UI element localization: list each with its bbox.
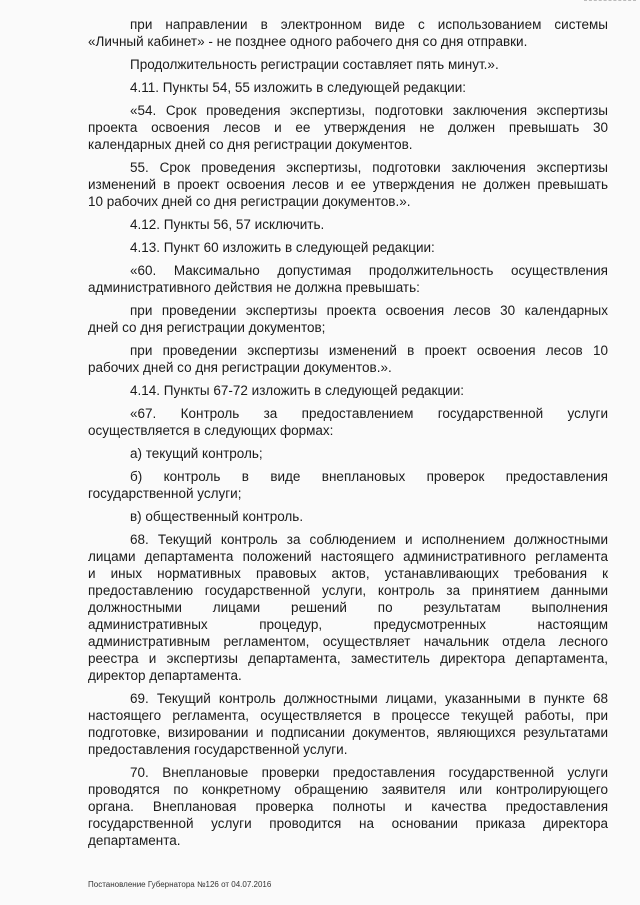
paragraph-p17 — [88, 690, 608, 758]
paragraph-p6 — [88, 216, 608, 233]
text-line: 68. Текущий контроль за соблюдением и исполнением должностными — [130, 532, 608, 547]
text-line: 55. Срок проведения экспертизы, подготовки заключения экспертизы — [130, 160, 608, 175]
text-line: департамента. — [88, 833, 181, 848]
text-line: «Личный кабинет» - не позднее одного рабочего дня со дня отправки. — [88, 34, 528, 49]
text-line: при проведении экспертизы изменений в проект освоения лесов 10 — [130, 343, 608, 358]
text-line: административных процедур, предусмотренных настоящим — [88, 617, 608, 632]
text-line: проекта освоения лесов и ее утверждения не должен превышать 30 — [88, 120, 608, 135]
text-line: государственной услуги; — [88, 486, 242, 501]
text-line: «54. Срок проведения экспертизы, подготовки заключения экспертизы — [130, 103, 608, 118]
text-line: изменений в проект освоения лесов и ее утверждения не должен превышать — [88, 177, 608, 192]
paragraph-p7 — [88, 239, 608, 256]
text-line: и иных нормативных правовых актов, устанавливающих требования к — [88, 566, 608, 581]
text-line: проводятся по конкретному обращению заявителя или контролирующего — [88, 782, 608, 797]
paragraph-p15 — [88, 508, 608, 525]
text-line: при направлении в электронном виде с использованием системы — [130, 17, 608, 32]
text-line: 4.14. Пункты 67-72 изложить в следующей редакции: — [130, 383, 465, 398]
text-line: 69. Текущий контроль должностными лицами, указанными в пункте 68 — [130, 691, 608, 706]
text-line: административным регламентом, осуществляет начальник отдела лесного — [88, 634, 608, 649]
paragraph-p4 — [88, 102, 608, 153]
text-line: «60. Максимально допустимая продолжительность осуществления — [130, 263, 608, 278]
text-line: «67. Контроль за предоставлением государственной услуги — [130, 406, 608, 421]
text-line: административного действия не должна превышать: — [88, 280, 420, 295]
text-line: осуществляется в следующих формах: — [88, 423, 334, 438]
paragraph-p18 — [88, 764, 608, 849]
paragraph-p3 — [88, 79, 608, 96]
text-line: должностными лицами решений по результатам выполнения — [88, 600, 608, 615]
text-line: настоящего регламента, осуществляется в процессе текущей работы, при — [88, 708, 608, 723]
paragraph-p12 — [88, 405, 608, 439]
text-line: в) общественный контроль. — [130, 509, 304, 524]
text-line: 4.12. Пункты 56, 57 исключить. — [130, 217, 325, 232]
scan-edge-mark — [584, 0, 636, 3]
text-line: рабочих дней со дня регистрации документов.». — [88, 360, 392, 375]
text-line: календарных дней со дня регистрации документов. — [88, 137, 413, 152]
paragraph-p8 — [88, 262, 608, 296]
text-line: реестра и экспертизы департамента, заместитель директора департамента, — [88, 651, 608, 666]
paragraph-p16 — [88, 531, 608, 684]
text-line: при проведении экспертизы проекта освоения лесов 30 календарных — [130, 303, 608, 318]
paragraph-p14 — [88, 468, 608, 502]
paragraph-p5 — [88, 159, 608, 210]
paragraph-p9 — [88, 302, 608, 336]
text-line: 4.13. Пункт 60 изложить в следующей редакции: — [130, 240, 435, 255]
paragraph-p13 — [88, 445, 608, 462]
text-line: органа. Внеплановая проверка полноты и качества предоставления — [88, 799, 608, 814]
document-footer: Постановление Губернатора №126 от 04.07.2016 — [88, 880, 272, 889]
text-line: лицами департамента положений настоящего административного регламента — [88, 549, 608, 564]
text-line: 4.11. Пункты 54, 55 изложить в следующей редакции: — [130, 80, 467, 95]
text-line: а) текущий контроль; — [130, 446, 263, 461]
text-line: предоставления государственной услуги. — [88, 742, 348, 757]
text-line: дней со дня регистрации документов; — [88, 320, 326, 335]
text-line: подготовке, визировании и подписании документов, являющихся результатами — [88, 725, 608, 740]
text-line: государственной услуги проводится на основании приказа директора — [88, 816, 608, 831]
paragraph-p2 — [88, 56, 608, 73]
paragraph-p11 — [88, 382, 608, 399]
document-body — [88, 16, 608, 855]
text-line: директор департамента. — [88, 668, 242, 683]
text-line: Продолжительность регистрации составляет пять минут.». — [130, 57, 499, 72]
paragraph-p10 — [88, 342, 608, 376]
text-line: 70. Внеплановые проверки предоставления государственной услуги — [130, 765, 608, 780]
text-line: 10 рабочих дней со дня регистрации документов.». — [88, 194, 411, 209]
text-line: б) контроль в виде внеплановых проверок предоставления — [130, 469, 608, 484]
text-line: предоставлению государственной услуги, контроль за принятием данными — [88, 583, 608, 598]
paragraph-p1 — [88, 16, 608, 50]
